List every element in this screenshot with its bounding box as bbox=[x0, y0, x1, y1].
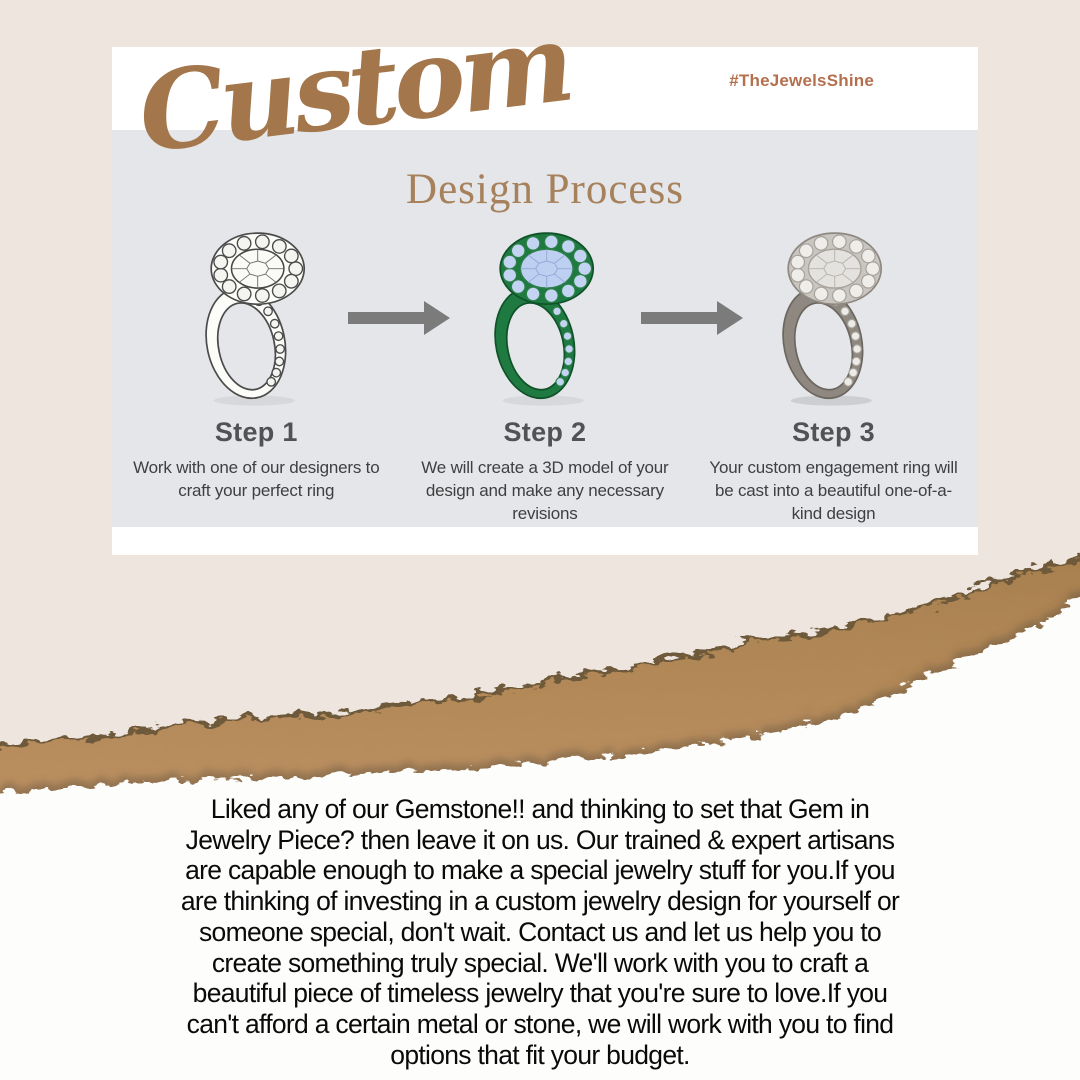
script-title: Custom bbox=[132, 0, 576, 178]
step-3 bbox=[689, 223, 978, 525]
step-1 bbox=[112, 223, 401, 525]
step-1-label: Step 1 bbox=[214, 417, 298, 447]
body-paragraph bbox=[0, 794, 1080, 1070]
steps-row bbox=[112, 223, 978, 525]
design-process-card bbox=[112, 0, 978, 555]
step-2-label: Step 2 bbox=[503, 417, 587, 447]
step-2-description: We will create a 3D model of your design and make any necessary revisions bbox=[421, 458, 669, 523]
step-2 bbox=[401, 223, 690, 525]
paragraph-line: can't afford a certain metal or stone, we will work with you to find bbox=[186, 1008, 894, 1039]
arrow-right-icon bbox=[348, 301, 450, 335]
step-3-label: Step 3 bbox=[792, 417, 875, 447]
step-1-description: Work with one of our designers to craft your perfect ring bbox=[133, 458, 380, 500]
card-subtitle: Design Process bbox=[406, 166, 684, 213]
paragraph-line: are capable enough to make a special jewelry stuff for you.If you bbox=[185, 855, 895, 886]
paragraph-line: someone special, don't wait. Contact us and let us help you to bbox=[198, 916, 881, 947]
paragraph-line: are thinking of investing in a custom jewelry design for yourself or bbox=[180, 886, 900, 917]
paragraph-line: options that fit your budget. bbox=[390, 1039, 690, 1070]
cast-metal-ring-icon bbox=[747, 223, 919, 409]
paragraph-line: beautiful piece of timeless jewelry that you're sure to love.If you bbox=[192, 978, 888, 1009]
green-3d-ring-icon bbox=[459, 223, 631, 409]
paragraph-line: create something truly special. We'll work with you to craft a bbox=[211, 947, 869, 978]
brand-hashtag: #TheJewelsShine bbox=[729, 71, 874, 90]
sketch-ring-icon bbox=[170, 223, 342, 409]
arrow-right-icon bbox=[641, 301, 743, 335]
step-3-description: Your custom engagement ring will be cast into a beautiful one-of-a-kind design bbox=[709, 458, 958, 523]
paragraph-line: Liked any of our Gemstone!! and thinking to set that Gem in bbox=[210, 794, 870, 824]
paragraph-line: Jewelry Piece? then leave it on us. Our trained & expert artisans bbox=[185, 824, 895, 855]
